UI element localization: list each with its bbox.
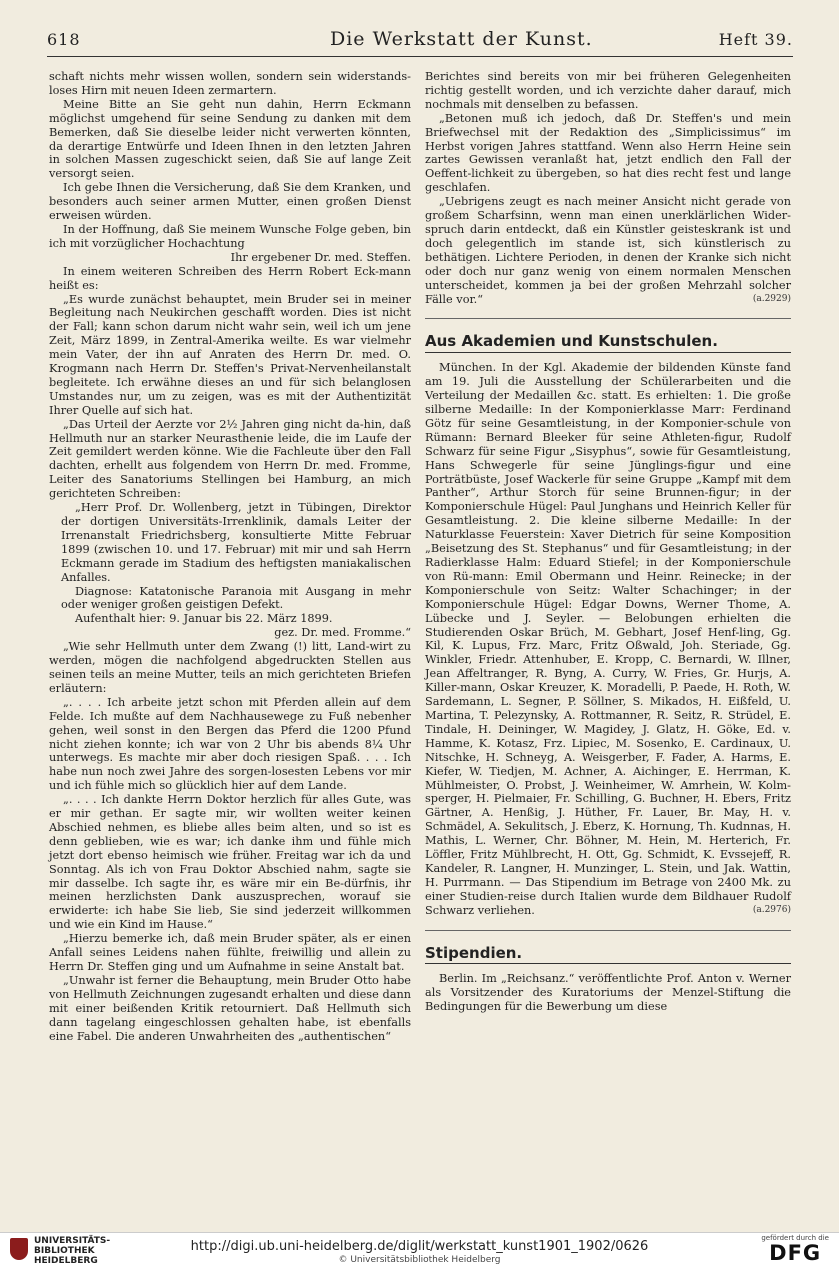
paragraph: Ich gebe Ihnen die Versicherung, daß Sie dem Kranken, und besonders auch seiner armen Mutter, einen großen Dienst erweisen würden.: [49, 181, 411, 223]
quoted-letter: „Herr Prof. Dr. Wollenberg, jetzt in Tübingen, Direktor der dortigen Universitäts-Irrenklinik, damals Leiter der Irrenanstalt Friedrichsberg, konsultierte Mitte Februar 1899 (zwischen 10. und 17. Februar) mit mir und sah Herrn Eckmann gerade im Stadium des heftigsten maniakalischen Anfalles.: [61, 501, 411, 584]
sponsor-logo[interactable]: [761, 1234, 829, 1264]
section-divider: [425, 318, 791, 319]
issue-number: Heft 39.: [718, 30, 793, 49]
signature-line: gez. Dr. med. Fromme.“: [274, 626, 411, 640]
paragraph-text: „Uebrigens zeugt es nach meiner Ansicht nicht gerade von großem Scharfsinn, wenn man einen unerklärlichen Wider-spruch darin entdeckt, daß ein Künstler geisteskrank ist und doch gelegentlich im stande ist, sich künstlerisch zu bethätigen. Lichtere Perioden, in denen der Kranke sich nicht oder doch nur ganz wenig von einem normalen Menschen unterscheidet, kommen ja bei der großen Mehrzahl solcher Fälle vor.“: [425, 195, 791, 306]
paragraph: „. . . . Ich dankte Herrn Doktor herzlich für alles Gute, was er mir gethan. Er sagte mir, wir wollten weiter keinen Abschied nehmen, es bliebe alles beim alten, und so ist es denn geblieben, wie es war; ich danke ihm und fühle mich jetzt dort ebenso heimisch wie früher. Freitag war ich da und Sonntag. Als ich von Frau Doktor Abschied nahm, sagte sie mir dasselbe. Ich sagte ihr, es wäre mir ein Be-dürfnis, ihr meinen herzlichsten Dank auszusprechen, worauf sie erwiderte: ich habe Sie lieb, Sie sind jederzeit willkommen und wie ein Kind im Hause.“: [49, 793, 411, 932]
permalink-url[interactable]: http://digi.ub.uni-heidelberg.de/diglit/werkstatt_kunst1901_1902/0626: [190, 1239, 649, 1254]
paragraph: schaft nichts mehr wissen wollen, sondern sein widerstands-loses Hirn mit neuen Ideen zermartern.: [49, 70, 411, 97]
paragraph: [425, 361, 791, 917]
paragraph: In einem weiteren Schreiben des Herrn Robert Eck-mann heißt es:: [49, 264, 411, 292]
header-rule: [47, 56, 793, 57]
paragraph: „Das Urteil der Aerzte vor 2½ Jahren ging nicht da-hin, daß Hellmuth nur an starker Neurasthenie leide, die im Laufe der Zeit gemildert werden könne. Wie die Fachleute über den Fall dachten, erhellt aus folgendem von Herrn Dr. med. Fromme, Leiter des Sanatoriums Stellingen bei Hamburg, an mich gerichteten Schreiben:: [49, 417, 411, 501]
right-column: [425, 70, 791, 1014]
paragraph: „Wie sehr Hellmuth unter dem Zwang (!) litt, Land-wirt zu werden, mögen die nachfolgend abgedruckten Stellen aus seinen teils an meine Mutter, teils an mich gerichteten Briefen erläutern:: [49, 640, 411, 695]
diagnosis-line: Diagnose: Katatonische Paranoia mit Ausgang in mehr oder weniger großen geistigen Defekt.: [61, 584, 411, 612]
copyright-text: © Universitätsbibliothek Heidelberg: [338, 1255, 501, 1265]
paragraph: „. . . . Ich arbeite jetzt schon mit Pferden allein auf dem Felde. Ich mußte auf dem Nachhausewege zu Fuß nebenher gehen, weil sonst in den Bergen das Pferd die 1200 Pfund nicht ziehen konnte; ich war von 2 Uhr bis abends 8¼ Uhr unterwegs. Es machte mir aber doch riesigen Spaß. . . . Ich habe nun noch zwei Jahre des sorgen-losesten Lebens vor mir und ich fühle mich so glücklich hier auf dem Lande.: [49, 695, 411, 793]
stay-line: Aufenthalt hier: 9. Januar bis 22. März 1899.: [75, 612, 333, 626]
journal-title: Die Werkstatt der Kunst.: [330, 28, 593, 50]
paragraph: Meine Bitte an Sie geht nun dahin, Herrn Eckmann möglichst umgehend für seine Sendung zu danken mit dem Bemerken, daß Sie dieselbe leider nicht verwerten könnten, da derartige Entwürfe und Ideen Ihnen in den letzten Jahren in solchen Massen zugeschickt seien, daß Sie auf lange Zeit versorgt seien.: [49, 97, 411, 181]
paragraph: Berlin. Im „Reichsanz.“ veröffentlichte Prof. Anton v. Werner als Vorsitzender des Kuratoriums der Menzel-Stiftung die Bedingungen für die Bewerbung um diese: [425, 972, 791, 1014]
paragraph: „Unwahr ist ferner die Behauptung, mein Bruder Otto habe von Hellmuth Zeichnungen zugesandt erhalten und diese dann mit einer beißenden Kritik retourniert. Daß Hellmuth sich dann tagelang eingeschlossen gehalten habe, ist ebenfalls eine Fabel. Die anderen Unwahrheiten des „authentischen“: [49, 973, 411, 1043]
paragraph: In der Hoffnung, daß Sie meinem Wunsche Folge geben, bin ich mit vorzüglicher Hochachtung: [49, 222, 411, 250]
paragraph: „Es wurde zunächst behauptet, mein Bruder sei in meiner Begleitung nach Neukirchen geschafft worden. Dies ist nicht der Fall; kann schon darum nicht wahr sein, weil ich um jene Zeit, März 1899, in Zentral-Amerika weilte. Es war vielmehr mein Vater, der ihn auf Anraten des Herrn Dr. med. O. Krogmann nach Herrn Dr. Steffen's Privat-Nervenheilanstalt begleitete. Ich erwähne dieses an und für sich belanglosen Umstandes nur, um zu zeigen, was es mit der Authentizität Ihrer Quelle auf sich hat.: [49, 292, 411, 417]
paragraph-text: München. In der Kgl. Akademie der bildenden Künste fand am 19. Juli die Ausstellung der Schülerarbeiten und die Verteilung der Medaillen &c. statt. Es erhielten: 1. Die große silberne Medaille: In der Komponierklasse Marr: Ferdinand Götz für seine Gesamtleistung, in der Komponier-schule von Rümann: Bernard Bleeker für seine Athleten-figur, Rudolf Schwarz für seine Figur „Sisyphus“, sowie für Gesamtleistung, Hans Schwegerle für seine Jünglings-figur und eine Porträtbüste, Josef Wackerle für seine Gruppe „Kampf mit dem Panther“, Arthur Storch für seine Brunnen-figur; in der Komponierschule Hügel: Paul Junghans und Heinrich Keller für Gesamtleistung. 2. Die kleine silberne Medaille: In der Naturklasse Feuerstein: Xaver Dietrich für seine Komposition „Beisetzung des St. Stephanus“ und für Gesamtleistung; in der Radierklasse Halm: Eduard Stiefel; in der Komponierschule von Rü-mann: Emil Obermann und Heinr. Reinecke; in der Komponierschule von Seitz: Walter Schachinger; in der Komponierschule Hügel: Edgar Downs, Werner Thome, A. Lübecke und J. Seyler. — Belobungen erhielten die Studierenden Oskar Brüch, M. Gebhart, Josef Henf-ling, Gg. Kil, K. Lupus, Frz. Marc, Fritz Oßwald, Joh. Steriade, Gg. Winkler, Friedr. Attenhuber, E. Kropp, C. Bernardi, W. Illner, Jean Affeltranger, R. Byng, A. Curry, W. Fries, Gr. Hurjs, A. Killer-mann, Oskar Kreuzer, K. Moradelli, P. Paede, H. Roth, W. Sardemann, L. Segner, P. Söllner, S. Mikados, H. Eißfeld, U. Martina, T. Pelezynsky, A. Rottmanner, R. Seitz, R. Strüdel, E. Tindale, H. Deininger, W. Magidey, J. Glatz, H. Göke, Ed. v. Hamme, K. Kotasz, Frz. Lipiec, M. Sosenko, E. Cardinaux, U. Nitschke, H. Schneyg, A. Weisgerber, F. Fader, A. Harms, E. Kiefer, W. Tiedjen, M. Achner, A. Aichinger, E. Herrman, K. Mühlmeister, O. Probst, J. Weinheimer, W. Amrhein, W. Kolm-sperger, H. Pielmaier, Fr. Schilling, G. Buchner, H. Ebers, Fritz Gärtner, A. Henßig, J. Hüther, Fr. Lauer, Br. May, H. v. Schmädel, A. Sekulitsch, J. Eberz, K. Hornung, Th. Kudnnas, H. Mathis, L. Werner, Chr. Böhner, M. Hein, M. Herterich, Fr. Löffler, Fritz Mühlbrecht, H. Ott, Gg. Schmidt, K. Evssejeff, R. Kandeler, R. Langner, H. Munzinger, L. Stein, und Jak. Wattin, H. Purrmann. — Das Stipendium im Betrage von 2400 Mk. zu einer Studien-reise durch Italien wurde dem Bildhauer Rudolf Schwarz verliehen.: [425, 361, 791, 917]
section-divider: [425, 930, 791, 931]
section-heading-academies: Aus Akademien und Kunstschulen.: [425, 335, 791, 353]
library-name: UNIVERSITÄTS-BIBLIOTHEK HEIDELBERG: [34, 1236, 111, 1266]
section-heading-stipends: Stipendien.: [425, 947, 791, 965]
reference-code: (a.2976): [752, 904, 791, 915]
page-number: 618: [47, 30, 81, 49]
left-column: [49, 70, 411, 1043]
viewer-footer: [0, 1232, 839, 1268]
reference-code: (a.2929): [752, 293, 791, 304]
sponsor-caption: gefördert durch die: [761, 1234, 829, 1242]
signature-line: Ihr ergebener Dr. med. Steffen.: [230, 250, 411, 264]
paragraph: [425, 195, 791, 306]
paragraph: „Betonen muß ich jedoch, daß Dr. Steffen's und mein Briefwechsel mit der Redaktion des „Simplicissimus“ im Herbst vorigen Jahres stattfand. Wenn also Herrn Heine sein zartes Gewissen veranlaßt hat, jetzt endlich den Fall der Oeffent-lichkeit zu übergeben, so hat dies recht fest und lange geschlafen.: [425, 111, 791, 195]
paragraph: „Hierzu bemerke ich, daß mein Bruder später, als er einen Anfall seines Leidens nahen fühlte, freiwillig und allein zu Herrn Dr. Steffen ging und um Aufnahme in seine Anstalt bat.: [49, 932, 411, 973]
paragraph: Berichtes sind bereits von mir bei früheren Gelegenheiten richtig gestellt worden, und ich verzichte daher darauf, mich nochmals mit denselben zu befassen.: [425, 70, 791, 111]
dfg-logo-text: DFG: [769, 1241, 822, 1265]
